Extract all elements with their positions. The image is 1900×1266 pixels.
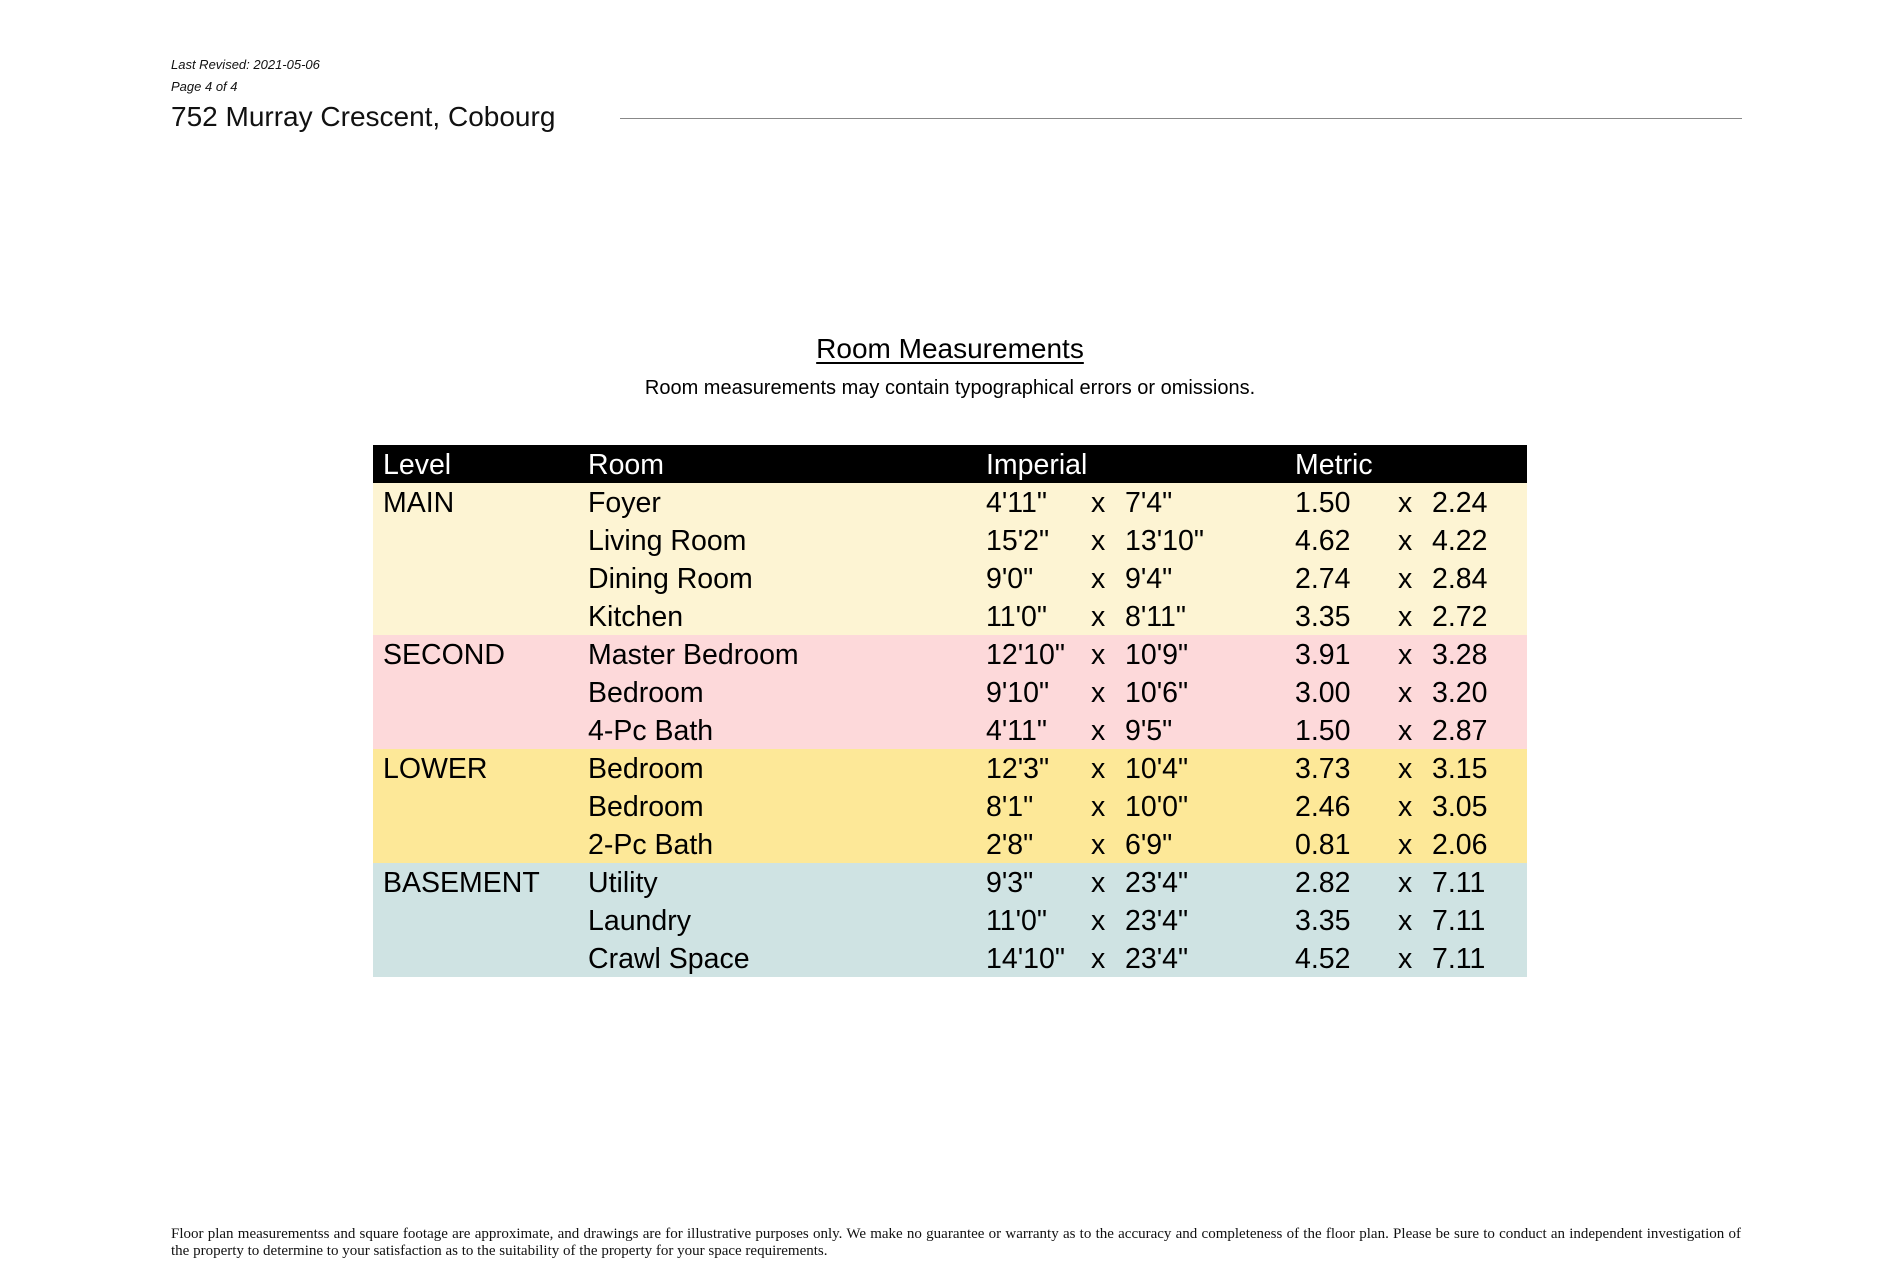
imperial-width: 9'3"	[986, 867, 1034, 899]
metric-width: 3.00	[1295, 677, 1351, 709]
metric-width: 0.81	[1295, 829, 1351, 861]
metric-length: 3.28	[1432, 639, 1488, 671]
room-measurements-table	[373, 445, 1527, 977]
imperial-separator: x	[1091, 639, 1106, 671]
table-row	[373, 863, 1527, 901]
metric-width: 1.50	[1295, 715, 1351, 747]
table-row	[373, 787, 1527, 825]
metric-length: 2.06	[1432, 829, 1488, 861]
imperial-width: 2'8"	[986, 829, 1034, 861]
imperial-width: 4'11"	[986, 715, 1047, 747]
room-name: Dining Room	[588, 563, 753, 595]
metric-length: 2.87	[1432, 715, 1488, 747]
metric-separator: x	[1398, 943, 1413, 975]
imperial-separator: x	[1091, 791, 1106, 823]
imperial-length: 13'10"	[1125, 525, 1204, 557]
imperial-separator: x	[1091, 677, 1106, 709]
table-row	[373, 635, 1527, 673]
imperial-separator: x	[1091, 601, 1106, 633]
level-label: BASEMENT	[383, 867, 540, 899]
page-number: Page 4 of 4	[171, 79, 238, 94]
property-address: 752 Murray Crescent, Cobourg	[171, 101, 556, 132]
imperial-width: 11'0"	[986, 905, 1047, 937]
metric-separator: x	[1398, 791, 1413, 823]
room-name: Master Bedroom	[588, 639, 799, 671]
room-name: 4-Pc Bath	[588, 715, 714, 747]
imperial-width: 12'3"	[986, 753, 1050, 785]
header-divider	[620, 118, 1742, 119]
metric-separator: x	[1398, 677, 1413, 709]
imperial-length: 10'6"	[1125, 677, 1189, 709]
table-row	[373, 483, 1527, 521]
disclaimer: Floor plan measurementss and square footage are approximate, and drawings are for illustrative purposes only. We make no guarantee or warranty as to the accuracy and completeness of the floor plan. Please be sure to conduct an independent investigation of the property to determine to your satisfaction as to the suitability of the property for your space requirements.	[171, 1226, 1741, 1259]
metric-separator: x	[1398, 753, 1413, 785]
room-name: Bedroom	[588, 791, 704, 823]
imperial-separator: x	[1091, 943, 1106, 975]
table-row	[373, 825, 1527, 863]
table-row	[373, 939, 1527, 977]
metric-length: 7.11	[1432, 905, 1486, 937]
imperial-width: 15'2"	[986, 525, 1050, 557]
metric-separator: x	[1398, 487, 1413, 519]
metric-width: 3.73	[1295, 753, 1351, 785]
metric-width: 2.46	[1295, 791, 1351, 823]
metric-length: 3.05	[1432, 791, 1488, 823]
metric-width: 1.50	[1295, 487, 1351, 519]
imperial-width: 8'1"	[986, 791, 1034, 823]
imperial-separator: x	[1091, 905, 1106, 937]
table-row	[373, 901, 1527, 939]
header-level: Level	[383, 449, 452, 481]
metric-separator: x	[1398, 715, 1413, 747]
metric-length: 3.20	[1432, 677, 1488, 709]
metric-width: 3.35	[1295, 905, 1351, 937]
metric-separator: x	[1398, 601, 1413, 633]
room-name: Crawl Space	[588, 943, 750, 975]
room-name: Laundry	[588, 905, 691, 937]
room-name: Bedroom	[588, 677, 704, 709]
imperial-separator: x	[1091, 715, 1106, 747]
table-row	[373, 597, 1527, 635]
header-room: Room	[588, 449, 665, 481]
imperial-length: 23'4"	[1125, 943, 1189, 975]
metric-width: 3.35	[1295, 601, 1351, 633]
imperial-length: 10'4"	[1125, 753, 1189, 785]
metric-width: 2.74	[1295, 563, 1351, 595]
metric-separator: x	[1398, 829, 1413, 861]
room-name: Living Room	[588, 525, 747, 557]
imperial-separator: x	[1091, 867, 1106, 899]
imperial-separator: x	[1091, 487, 1106, 519]
room-name: Foyer	[588, 487, 661, 519]
imperial-width: 9'0"	[986, 563, 1034, 595]
imperial-length: 7'4"	[1125, 487, 1173, 519]
imperial-width: 14'10"	[986, 943, 1065, 975]
metric-separator: x	[1398, 525, 1413, 557]
metric-length: 2.72	[1432, 601, 1488, 633]
room-name: Bedroom	[588, 753, 704, 785]
metric-separator: x	[1398, 563, 1413, 595]
imperial-length: 23'4"	[1125, 905, 1189, 937]
table-row	[373, 559, 1527, 597]
metric-separator: x	[1398, 867, 1413, 899]
imperial-separator: x	[1091, 829, 1106, 861]
imperial-separator: x	[1091, 525, 1106, 557]
table-row	[373, 673, 1527, 711]
room-name: Kitchen	[588, 601, 684, 633]
metric-length: 7.11	[1432, 867, 1486, 899]
imperial-separator: x	[1091, 563, 1106, 595]
metric-width: 2.82	[1295, 867, 1351, 899]
imperial-length: 8'11"	[1125, 601, 1186, 633]
imperial-separator: x	[1091, 753, 1106, 785]
level-label: LOWER	[383, 753, 488, 785]
table-row	[373, 711, 1527, 749]
metric-width: 3.91	[1295, 639, 1351, 671]
metric-length: 4.22	[1432, 525, 1488, 557]
level-label: SECOND	[383, 639, 505, 671]
imperial-width: 12'10"	[986, 639, 1065, 671]
imperial-length: 23'4"	[1125, 867, 1189, 899]
imperial-length: 10'9"	[1125, 639, 1189, 671]
metric-length: 3.15	[1432, 753, 1488, 785]
imperial-length: 9'4"	[1125, 563, 1173, 595]
level-label: MAIN	[383, 487, 455, 519]
metric-separator: x	[1398, 905, 1413, 937]
table-row	[373, 521, 1527, 559]
header-imperial: Imperial	[986, 449, 1088, 481]
metric-length: 2.24	[1432, 487, 1488, 519]
room-name: 2-Pc Bath	[588, 829, 714, 861]
metric-length: 7.11	[1432, 943, 1486, 975]
table-row	[373, 749, 1527, 787]
imperial-width: 4'11"	[986, 487, 1047, 519]
metric-width: 4.62	[1295, 525, 1351, 557]
imperial-width: 11'0"	[986, 601, 1047, 633]
metric-length: 2.84	[1432, 563, 1488, 595]
section-title: Room Measurements	[816, 333, 1084, 364]
metric-width: 4.52	[1295, 943, 1351, 975]
room-name: Utility	[588, 867, 658, 899]
metric-separator: x	[1398, 639, 1413, 671]
imperial-width: 9'10"	[986, 677, 1050, 709]
section-subtitle: Room measurements may contain typographical errors or omissions.	[644, 377, 1256, 399]
imperial-length: 6'9"	[1125, 829, 1173, 861]
table-header-row	[373, 445, 1527, 483]
imperial-length: 10'0"	[1125, 791, 1189, 823]
imperial-length: 9'5"	[1125, 715, 1173, 747]
header-metric: Metric	[1295, 449, 1373, 481]
last-revised: Last Revised: 2021-05-06	[171, 57, 320, 72]
